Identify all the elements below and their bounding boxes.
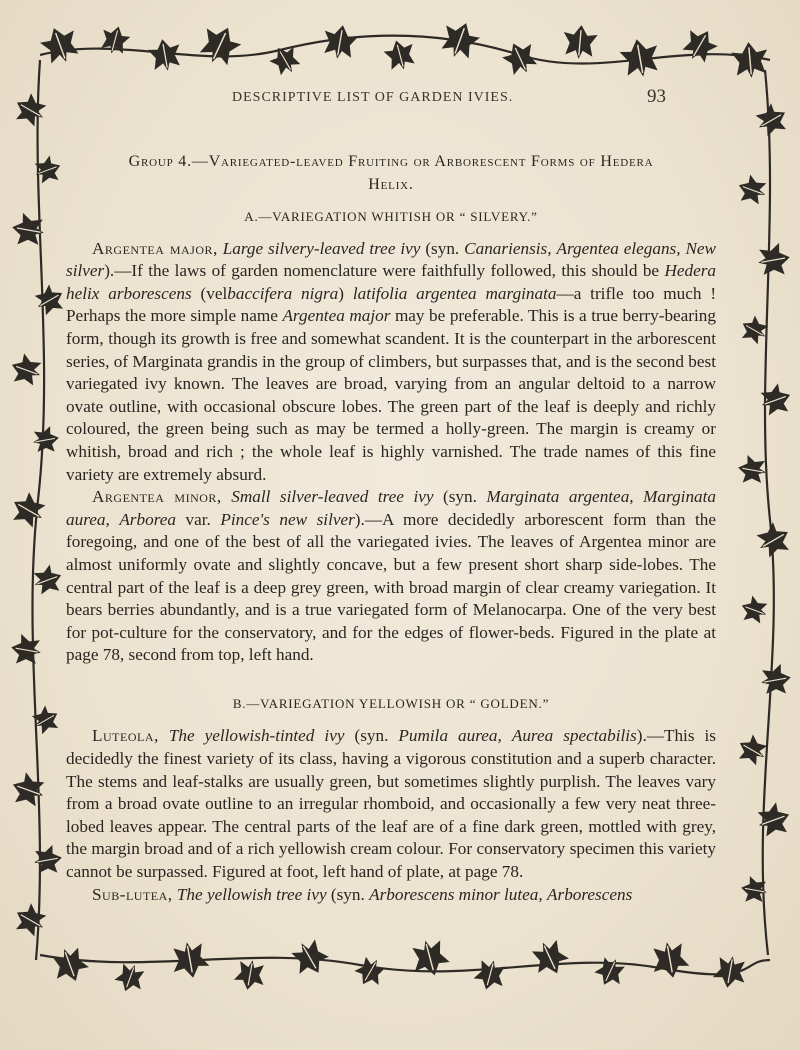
entry-name: Argentea minor, — [92, 487, 222, 507]
entry-common-name: Large silvery-leaved tree ivy — [222, 238, 421, 258]
group-title — [66, 150, 716, 196]
entry-text: —a trifle too much ! Perhaps the more simple name — [66, 283, 717, 326]
synonym: Aurea spectabilis — [511, 726, 637, 746]
synonym: Pince's new silver — [220, 509, 355, 529]
entry-name: Sub-lutea, — [92, 884, 173, 904]
text-body — [66, 150, 716, 906]
entry-text: may be preferable. This is a true berry-bearing form, though its growth is free and somewhat scandent. It is the counterpart in the arborescent series, of Marginata grandis in the group of climbers, but surpasses that, and is the second best variegated ivy known. The leaves are broad, varying from an angular deltoid to a narrow ovate outline, with occasional obscure lobes. The green part of the leaf is deeply and richly coloured, the green being such as may be termed a holly-green. The margin is creamy or whitish, broad and rich ; the whole leaf is highly varnished. The trade names of this fine variety are extremely absurd. — [66, 306, 716, 484]
entry-name: Luteola, — [92, 726, 159, 746]
synonym: Arborea — [119, 509, 176, 529]
syn-close: ).— — [636, 726, 664, 746]
synonym: Arborescens minor lutea, — [369, 884, 543, 904]
entry-common-name: Small silver-leaved tree ivy — [231, 487, 434, 507]
synonym: Marginata aurea, — [66, 487, 716, 529]
syn-open: (syn. — [330, 884, 365, 904]
synonym: Pumila aurea, — [398, 726, 502, 746]
entry-argentea-minor — [66, 486, 716, 667]
synonym: Argentea elegans, — [556, 238, 681, 258]
syn-close: ).— — [354, 509, 383, 529]
botanical-name: Hedera helix arborescens — [66, 261, 716, 303]
running-title: DESCRIPTIVE LIST OF GARDEN IVIES. — [232, 90, 514, 105]
syn-open: (syn. — [425, 238, 460, 258]
entry-argentea-major — [66, 238, 716, 487]
entry-luteola — [66, 725, 716, 883]
syn-mid: var. — [185, 509, 211, 529]
group-title-line1: Group 4.—Variegated-leaved Fruiting or Arborescent Forms of Hedera — [128, 153, 654, 170]
section-heading-b: B.—VARIEGATION YELLOWISH OR “ GOLDEN.” — [232, 695, 550, 711]
entry-text: (vel — [200, 283, 228, 303]
botanical-name: latifolia argentea marginata — [352, 283, 557, 303]
synonym: Marginata argentea, — [486, 487, 634, 507]
entry-common-name: The yellowish tree ivy — [176, 884, 327, 904]
section-heading-a: A.—VARIEGATION WHITISH OR “ SILVERY.” — [244, 209, 538, 224]
entry-sub-lutea — [66, 884, 716, 907]
entry-common-name: The yellowish-tinted ivy — [168, 726, 345, 746]
group-title-line2: Helix. — [368, 176, 414, 193]
entry-text: If the laws of garden nomenclature were faithfully followed, this should be — [131, 261, 660, 281]
botanical-name: baccifera nigra — [227, 283, 339, 303]
synonym: Canariensis, — [464, 238, 552, 258]
syn-open: (syn. — [443, 487, 477, 507]
entry-name: Argentea major, — [92, 238, 218, 258]
synonym: Arborescens — [547, 884, 633, 904]
syn-close: ).— — [104, 261, 132, 281]
syn-open: (syn. — [354, 726, 389, 746]
botanical-name: Argentea major — [282, 306, 391, 326]
page-number: 93 — [647, 86, 666, 107]
entry-text: ) — [338, 283, 345, 303]
entry-text: A more decidedly arborescent form than the foregoing, and one of the best of all the variegated ivies. The leaves of Argentea minor are almost uniformly ovate and slightly concave, but a few present short sharp side-lobes. The central part of the leaf is a deep grey green, with broad margin of clear creamy variegation. It bears berries abundantly, and is a true variegated form of Melanocarpa. One of the very best for pot-culture for the conservatory, and for the edges of flower-beds. Figured in the plate at page 78, second from top, left hand. — [66, 509, 717, 665]
synonym: New silver — [66, 238, 717, 281]
entry-text: This is decidedly the finest variety of its class, having a vigorous constitution and a superb character. The stems and leaf-stalks are usually green, but sometimes slightly purplish. The leaves vary from a broad ovate outline to an irregular rhomboid, and occasionally a few very neat three-lobed leaves appear. The central parts of the leaf are of a fine dark green, mottled with grey, the margin broad and of a rich yellowish cream colour. For conservatory specimen this variety cannot be surpassed. Figured at foot, left hand of plate, at page 78. — [66, 726, 716, 882]
